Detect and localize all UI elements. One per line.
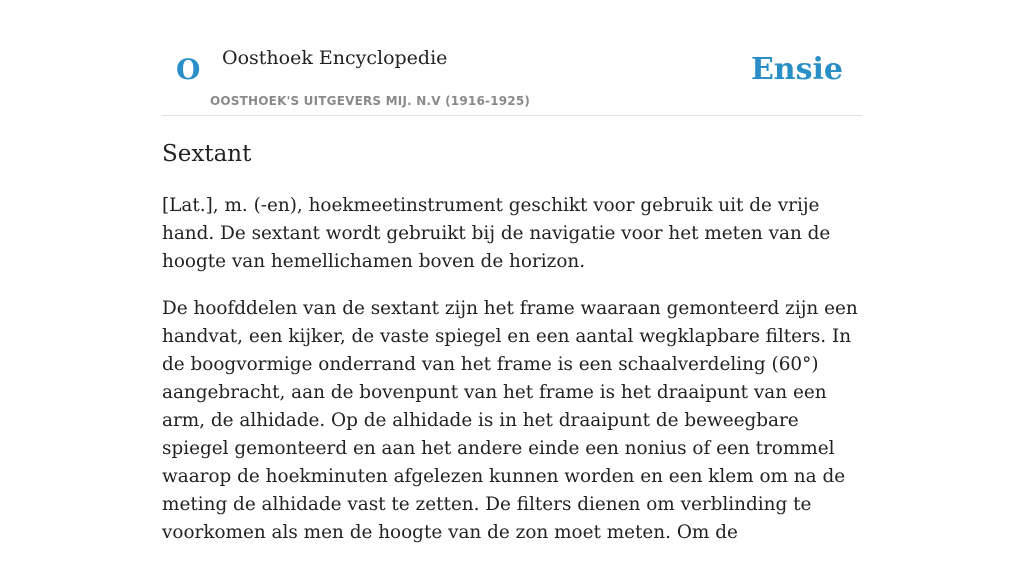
page-container	[162, 0, 862, 543]
article-title: Sextant	[162, 141, 252, 167]
publisher-subtitle: OOSTHOEK'S UITGEVERS MIJ. N.V (1916-1925)	[210, 94, 531, 108]
publisher-logo[interactable]: O	[176, 53, 201, 86]
article-body	[162, 192, 862, 566]
article-paragraph: [Lat.], m. (-en), hoekmeetinstrument geschikt voor gebruik uit de vrije hand. De sextant wordt gebruikt bij de navigatie voor het meten van de hoogte van hemellichamen boven de horizon.	[162, 195, 831, 272]
ensie-brand-link[interactable]: Ensie	[750, 52, 843, 87]
site-title[interactable]: Oosthoek Encyclopedie	[222, 47, 448, 69]
site-header	[162, 0, 862, 116]
article-paragraph: De hoofddelen van de sextant zijn het frame waaraan gemonteerd zijn een handvat, een kijker, de vaste spiegel en een aantal wegklapbare filters. In de boogvormige onderrand van het frame is een schaalverdeling (60°) aangebracht, aan de bovenpunt van het frame is het draaipunt van een arm, de alhidade. Op de alhidade is in het draaipunt de beweegbare spiegel gemonteerd en aan het andere einde een nonius of een trommel waarop de hoekminuten afgelezen kunnen worden en een klem om na de meting de alhidade vast te zetten. De filters dienen om verblinding te voorkomen als men de hoogte van de zon moet meten. Om de	[162, 298, 858, 543]
